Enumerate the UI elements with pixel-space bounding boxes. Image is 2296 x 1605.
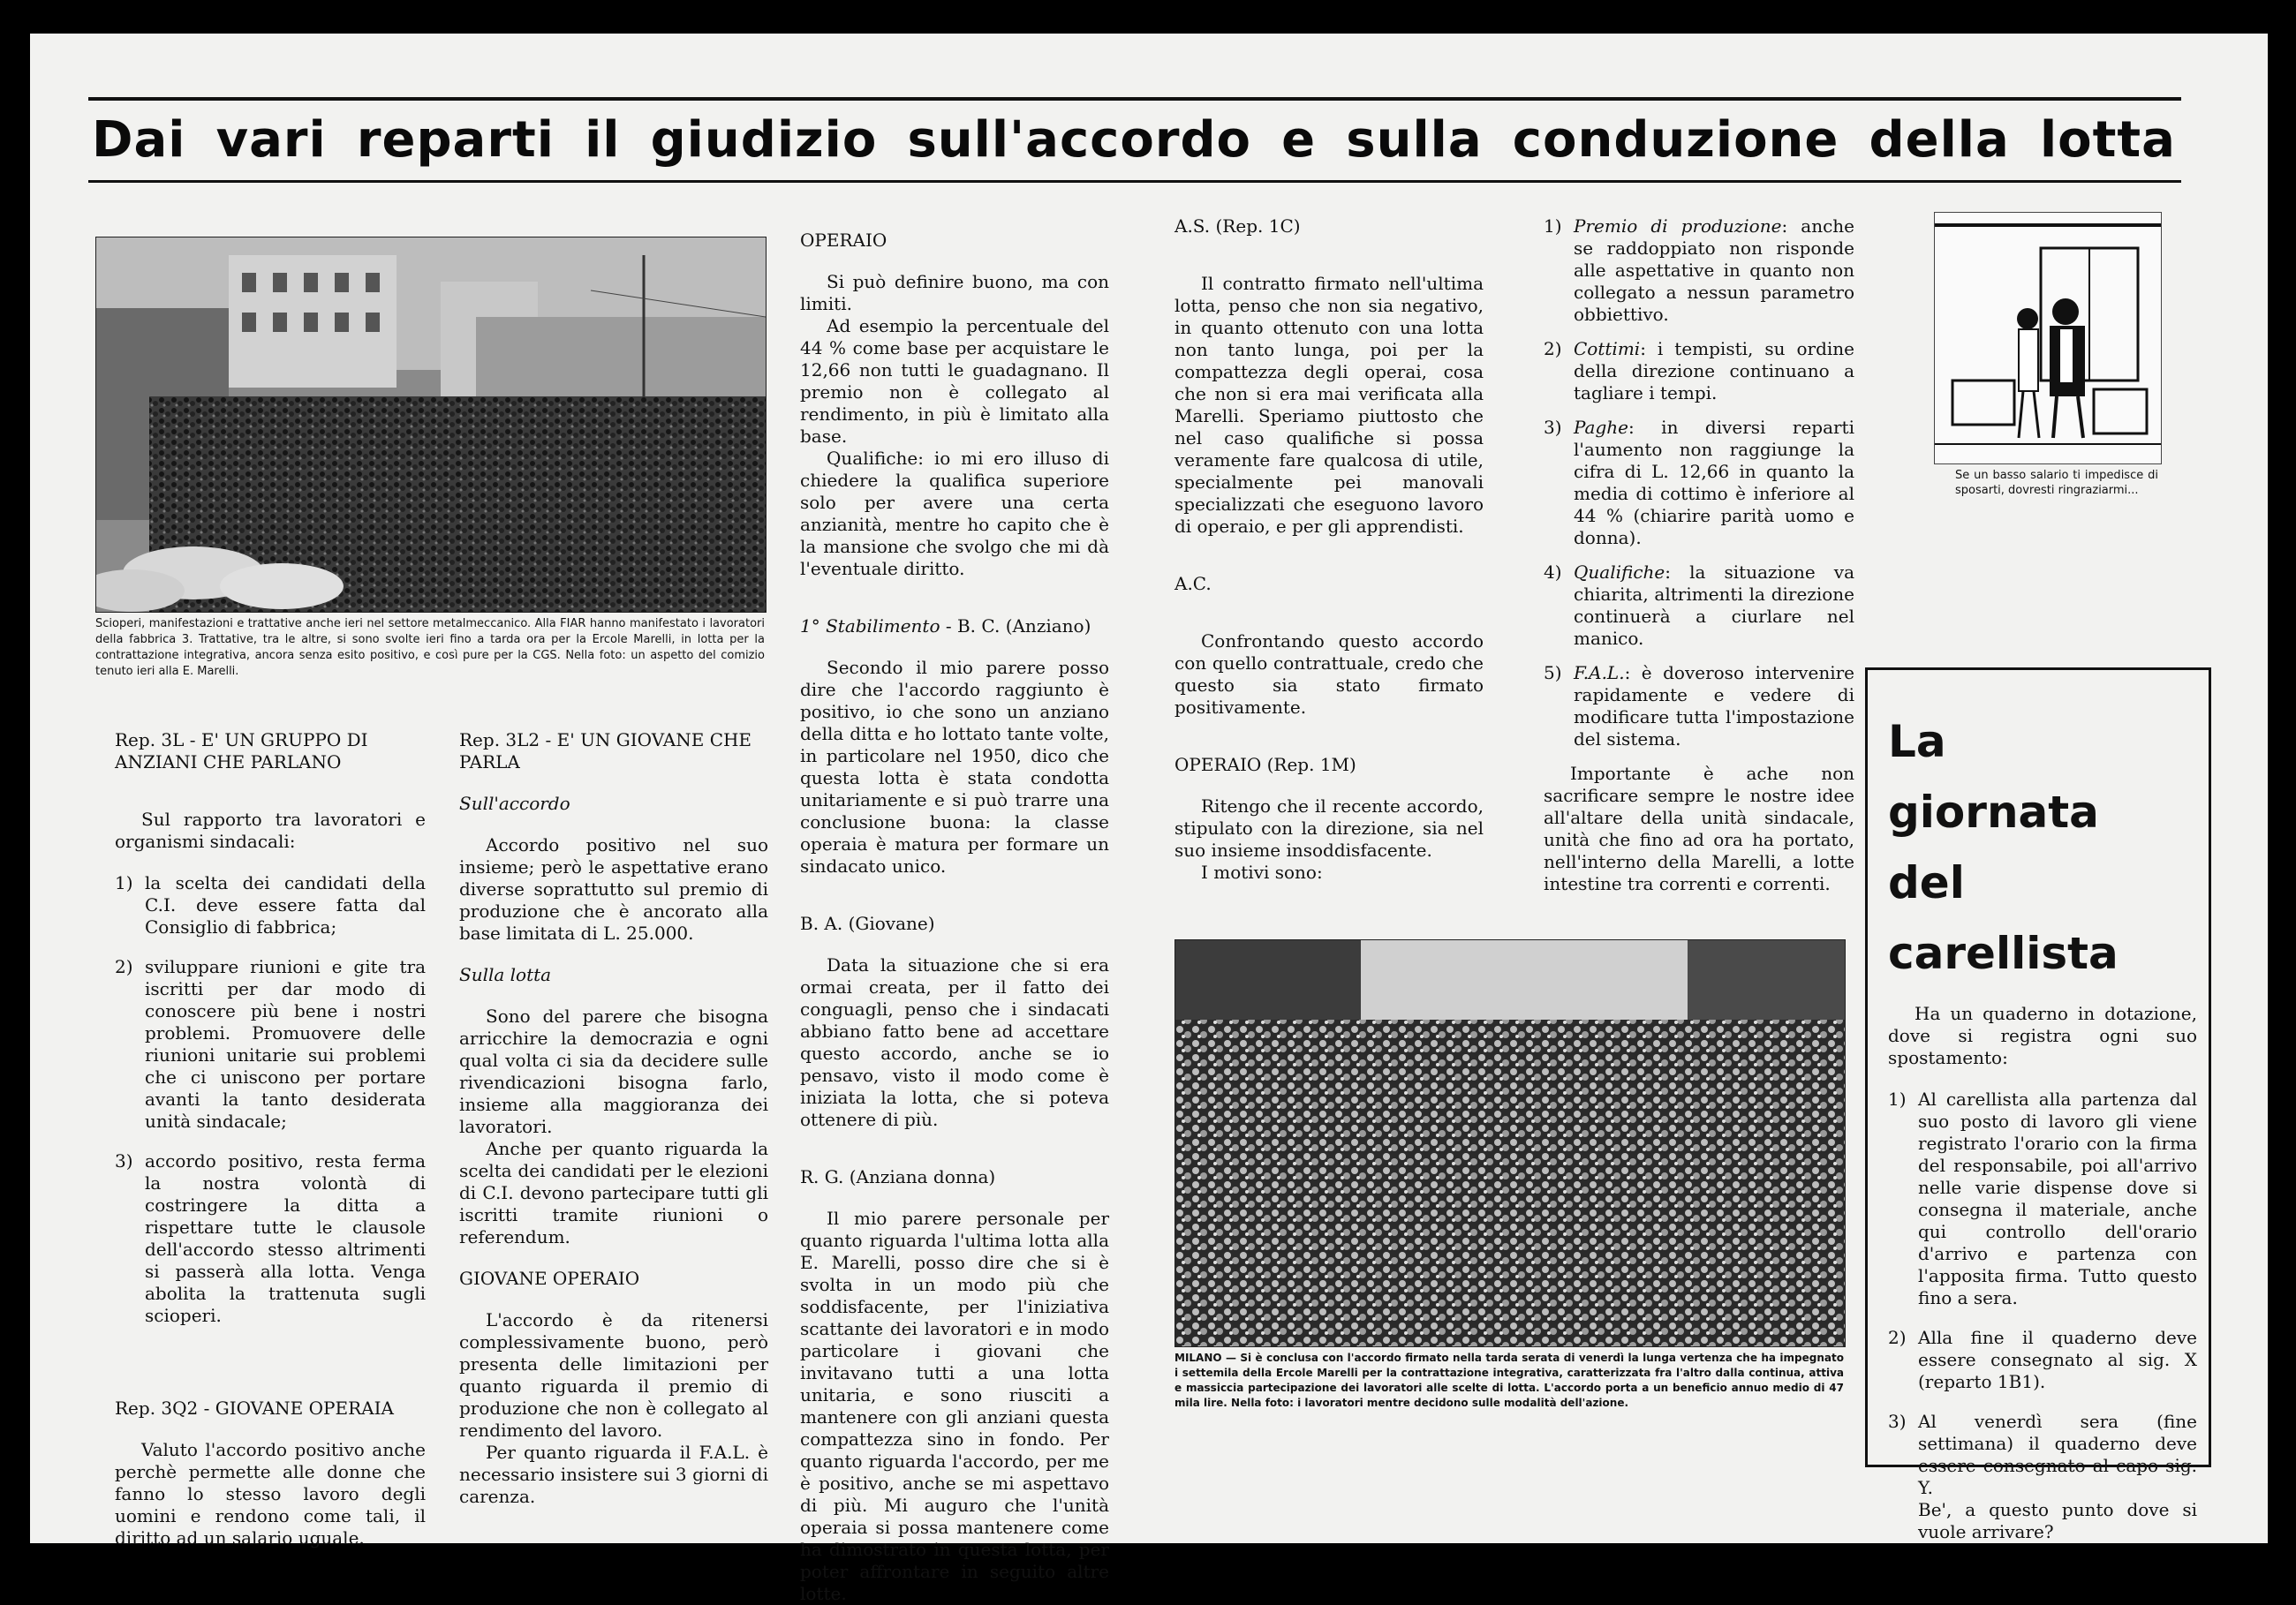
item-number: 2) bbox=[115, 956, 133, 977]
headline-word: sulla bbox=[1346, 110, 1483, 169]
subheading: Sull'accordo bbox=[459, 793, 570, 814]
item-text: : i tempisti, su ordine della direzione continuano a tagliare i tempi. bbox=[1574, 338, 1854, 403]
paragraph: Il mio parere personale per quanto riguarda l'ultima lotta alla E. Marelli, posso dire che si è svolta in un modo più che soddisfacente, per l'iniziativa scattante dei lavoratori e in modo particolare i giovani che invitavano tutti a una lotta unitaria, e sono riusciti a mantenere con gli anziani questa compattezza sino in fondo. Per quanto riguarda l'accordo, per me è positivo, anche se mi aspettavo di più. Mi auguro che l'unità operaia si possa mantenere come ha dimostrato in questa lotta, per poter affrontare in seguito altre lotte. bbox=[800, 1208, 1109, 1604]
cartoon-caption: Se un basso salario ti impedisce di sposarti, dovresti ringraziarmi... bbox=[1955, 469, 2158, 497]
headline-bottom-rule bbox=[88, 180, 2181, 183]
list-item bbox=[1544, 417, 1854, 549]
section-heading: B. A. (Giovane) bbox=[800, 913, 935, 934]
section-heading: GIOVANE OPERAIO bbox=[459, 1268, 640, 1289]
headline-word: conduzione bbox=[1512, 110, 1839, 169]
item-number: 3) bbox=[1544, 417, 1562, 438]
section-heading: Rep. 3L - E' UN GRUPPO DI ANZIANI CHE PARLANO bbox=[115, 729, 368, 772]
item-number: 1) bbox=[1888, 1089, 1907, 1110]
subheading: Sulla lotta bbox=[459, 964, 552, 985]
sidebar-title-line: carellista bbox=[1888, 928, 2119, 979]
paragraph: Ha un quaderno in dotazione, dove si registra ogni suo spostamento: bbox=[1888, 1003, 2197, 1068]
paragraph: Confrontando questo accordo con quello contrattuale, credo che questo sia stato firmato positivamente. bbox=[1174, 630, 1484, 718]
paragraph: Be', a questo punto dove si vuole arrivare? bbox=[1918, 1499, 2197, 1542]
list-item bbox=[1888, 1089, 2197, 1309]
paragraph: I motivi sono: bbox=[1201, 862, 1323, 883]
item-text: Al carellista alla partenza dal suo posto di lavoro gli viene registrato l'orario con la firma del responsabile, poi all'arrivo nelle varie dispense dove si consegna il materiale, anche qui controllo dell'orario d'arrivo e partenza con l'apposita firma. Tutto questo fino a sera. bbox=[1918, 1089, 2197, 1308]
column-2 bbox=[459, 729, 768, 1508]
photo2-caption bbox=[1174, 1351, 1844, 1411]
headline-word: reparti bbox=[356, 110, 555, 169]
list-item bbox=[1544, 215, 1854, 326]
section-heading bbox=[800, 615, 1109, 637]
list-item bbox=[115, 1150, 426, 1327]
list-item bbox=[1888, 1327, 2197, 1393]
section-heading: Rep. 3L2 - E' UN GIOVANE CHE PARLA bbox=[459, 729, 752, 772]
paragraph: Sono del parere che bisogna arricchire la democrazia e ogni qual volta ci sia da decidere sulle rivendicazioni bisogna farlo, insieme alla maggioranza dei lavoratori. bbox=[459, 1006, 768, 1137]
sidebar-title-line: La bbox=[1888, 716, 1946, 767]
section-heading: R. G. (Anziana donna) bbox=[800, 1166, 996, 1187]
paragraph: Per quanto riguarda il F.A.L. è necessario insistere sui 3 giorni di carenza. bbox=[459, 1442, 768, 1507]
column-3 bbox=[800, 230, 1109, 1605]
item-text: accordo positivo, resta ferma la nostra volontà di costringere la ditta a rispettare tutte le clausole dell'accordo stesso altrimenti si passerà alla lotta. Venga abolita la trattenuta sugli scioperi. bbox=[145, 1150, 426, 1326]
item-number: 3) bbox=[115, 1150, 133, 1172]
section-heading: Rep. 3Q2 - GIOVANE OPERAIA bbox=[115, 1398, 394, 1419]
list-item bbox=[115, 872, 426, 938]
headline-word: il bbox=[585, 110, 621, 169]
paragraph: Valuto l'accordo positivo anche perchè permette alle donne che fanno lo stesso lavoro degli uomini e rendono come tali, il diritto ad un salario uguale. bbox=[115, 1439, 426, 1548]
headline-word: lotta bbox=[2039, 110, 2176, 169]
list-item bbox=[1544, 561, 1854, 650]
list-item bbox=[1544, 662, 1854, 750]
headline-word: della bbox=[1869, 110, 2010, 169]
paragraph: Qualifiche: io mi ero illuso di chiedere la qualifica superiore solo per avere una certa anzianità, mentre ho capito che è la mansione che svolgo che mi dà l'eventuale diritto. bbox=[800, 448, 1109, 579]
paragraph: L'accordo è da ritenersi complessivamente buono, però presenta delle limitazioni per quanto riguarda il premio di produzione che non è collegato al rendimento del lavoro. bbox=[459, 1309, 768, 1441]
section-heading: A.C. bbox=[1174, 573, 1212, 594]
sidebar-title bbox=[1888, 706, 2153, 989]
item-key: Cottimi bbox=[1574, 338, 1641, 359]
item-text: : la situazione va chiarita, altrimenti la direzione continuerà a ciurlare nel manico. bbox=[1574, 561, 1854, 649]
cartoon-illustration bbox=[1934, 212, 2162, 464]
item-text: sviluppare riunioni e gite tra iscritti per dar modo di conoscere più bene i nostri problemi. Promuovere delle riunioni unitarie sui problemi che ci uniscono per portare avanti la tanto desiderata unità sindacale; bbox=[145, 956, 426, 1132]
paragraph: Secondo il mio parere posso dire che l'accordo raggiunto è positivo, io che sono un anziano della ditta e ho lottato tante volte, in particolare nel 1950, dico che questa lotta è stata condotta unitariamente e si può trarre una conclusione buona: la classe operaia è matura per formare un sindacato unico. bbox=[800, 657, 1109, 877]
photo1-caption: Scioperi, manifestazioni e trattative anche ieri nel settore metalmeccanico. Alla FIAR hanno manifestato i lavoratori della fabbrica 3. Trattative, tra le altre, si sono svolte ieri fino a tarda ora per la Ercole Marelli, in lotta per la contrattazione integrativa, ancora senza esito positivo, e così pure per la CGS. Nella foto: un aspetto del comizio tenuto ieri alla E. Marelli. bbox=[95, 617, 765, 678]
item-text: : in diversi reparti l'aumento non raggiunge la cifra di L. 12,66 in quanto la media di cottimo è inferiore al 44 % (chiarire parità uomo e donna). bbox=[1574, 417, 1854, 548]
section-heading-italic: 1° Stabilimento bbox=[800, 615, 940, 637]
item-key: Paghe bbox=[1574, 417, 1629, 438]
item-number: 2) bbox=[1888, 1327, 1907, 1348]
item-text: la scelta dei candidati della C.I. deve essere fatta dal Consiglio di fabbrica; bbox=[145, 872, 426, 938]
column-4 bbox=[1174, 215, 1484, 884]
item-number: 1) bbox=[1544, 215, 1562, 237]
headline-word: sull'accordo bbox=[907, 110, 1251, 169]
item-number: 3) bbox=[1888, 1411, 1907, 1432]
item-text: : anche se raddoppiato non risponde alle aspettative in quanto non collegato a nessun parametro obbiettivo. bbox=[1574, 215, 1854, 325]
item-key: F.A.L. bbox=[1574, 662, 1625, 683]
list-item bbox=[1544, 338, 1854, 404]
numbered-list bbox=[1888, 1089, 2197, 1499]
section-heading: OPERAIO bbox=[800, 230, 887, 251]
item-text: Alla fine il quaderno deve essere consegnato al sig. X (reparto 1B1). bbox=[1918, 1327, 2197, 1392]
paragraph: Si può definire buono, ma con limiti. bbox=[800, 271, 1109, 314]
item-number: 4) bbox=[1544, 561, 1562, 583]
paragraph: Anche per quanto riguarda la scelta dei candidati per le elezioni di C.I. devono partecipare tutti gli iscritti tramite riunioni o referendum. bbox=[459, 1138, 768, 1247]
workers-crowd-photo bbox=[1174, 939, 1846, 1347]
photo2-caption-lead: MILANO — bbox=[1174, 1352, 1236, 1364]
headline-word: vari bbox=[215, 110, 327, 169]
item-text: : è doveroso intervenire rapidamente e vedere di modificare tutta l'impostazione del sistema. bbox=[1574, 662, 1854, 750]
sidebar-title-line: del bbox=[1888, 857, 1965, 908]
item-number: 1) bbox=[115, 872, 133, 893]
photo2-caption-text: Si è conclusa con l'accordo firmato nella tarda serata di venerdì la lunga vertenza che ha impegnato i settemila della Ercole Marelli per la contrattazione integrativa, caratterizzata fra l'altro dalla continua, attiva e massiccia partecipazione dei lavoratori alle scelte di lotta. L'accordo porta a un beneficio annuo medio di 47 mila lire. Nella foto: i lavoratori mentre decidono sulle modalità dell'azione. bbox=[1174, 1352, 1844, 1409]
item-text: Al venerdì sera (fine settimana) il quaderno deve essere consegnato al capo sig. Y. bbox=[1918, 1411, 2197, 1498]
section-heading-rest: - B. C. (Anziano) bbox=[940, 615, 1091, 637]
item-key: Premio di produzione bbox=[1574, 215, 1782, 237]
numbered-list bbox=[1544, 215, 1854, 750]
headline-word: Dai bbox=[92, 110, 186, 169]
paragraph: Accordo positivo nel suo insieme; però le aspettative erano diverse soprattutto sul premio di produzione che è ancorato alla base limitata di L. 25.000. bbox=[459, 834, 768, 944]
headline-word: giudizio bbox=[650, 110, 878, 169]
paragraph: Il contratto firmato nell'ultima lotta, penso che non sia negativo, in quanto ottenuto con una lotta non tanto lunga, poi per la compattezza degli operai, cosa che non si era mai verificata alla Marelli. Speriamo piuttosto che nel caso qualifiche si possa veramente fare qualcosa di utile, specialmente pei manovali specializzati che eseguono lavoro di operaio, e per gli apprendisti. bbox=[1174, 273, 1484, 537]
item-key: Qualifiche bbox=[1574, 561, 1665, 583]
paragraph: Sul rapporto tra lavoratori e organismi sindacali: bbox=[115, 809, 426, 852]
item-number: 5) bbox=[1544, 662, 1562, 683]
paragraph: Ad esempio la percentuale del 44 % come base per acquistare le 12,66 non tutti le guadagnano. Il premio non è collegato al rendimento, in più è limitato alla base. bbox=[800, 315, 1109, 447]
column-1 bbox=[115, 729, 426, 1549]
column-5 bbox=[1544, 215, 1854, 895]
headline bbox=[92, 99, 2176, 180]
factory-rally-photo bbox=[95, 237, 767, 613]
list-item bbox=[115, 956, 426, 1133]
sidebar-title-line: giornata bbox=[1888, 787, 2099, 838]
item-number: 2) bbox=[1544, 338, 1562, 359]
list-item bbox=[1888, 1411, 2197, 1499]
section-heading: OPERAIO (Rep. 1M) bbox=[1174, 754, 1356, 775]
paragraph: Importante è ache non sacrificare sempre le nostre idee all'altare della unità sindacale, unità che fino ad ora ha portato, nell'interno della Marelli, a lotte intestine tra correnti e correnti. bbox=[1544, 763, 1854, 894]
headline-word: e bbox=[1281, 110, 1317, 169]
paragraph: Ritengo che il recente accordo, stipulato con la direzione, sia nel suo insieme insoddisfacente. bbox=[1174, 795, 1484, 861]
sidebar-text bbox=[1888, 1003, 2197, 1543]
paragraph: Data la situazione che si era ormai creata, per il fatto dei conguagli, penso che i sindacati abbiano fatto bene ad accettare questo accordo, anche se io pensavo, visto il modo come è iniziata la lotta, che si poteva ottenere di più. bbox=[800, 954, 1109, 1130]
numbered-list bbox=[115, 872, 426, 1327]
section-heading: A.S. (Rep. 1C) bbox=[1174, 215, 1301, 237]
